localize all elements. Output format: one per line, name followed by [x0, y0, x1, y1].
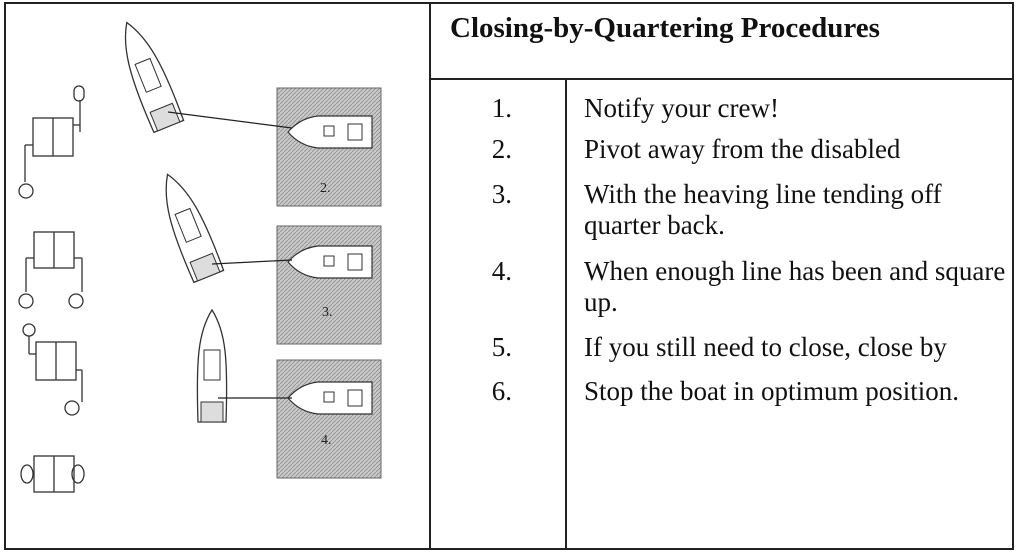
step-text: Stop the boat in optimum position. [584, 376, 960, 406]
engine-control-icon [19, 232, 83, 308]
tow-line [168, 112, 292, 128]
panel-label: 4. [321, 433, 332, 448]
boat-icon [197, 310, 226, 422]
boat-icon [152, 168, 224, 282]
boat-icon [111, 16, 184, 132]
engine-control-icon [23, 324, 82, 415]
engine-control-icon [19, 86, 84, 198]
disabled-boat-panel [277, 88, 381, 206]
panel-label: 3. [322, 305, 333, 320]
step-number: 1. [491, 93, 512, 123]
step-number: 4. [491, 256, 512, 286]
step-text: When enough line has been and square up. [584, 256, 1006, 317]
step-text: Pivot away from the disabled [584, 134, 901, 164]
table-divider-steps [565, 80, 567, 550]
page-title: Closing-by-Quartering Procedures [450, 12, 880, 44]
step-number: 2. [491, 134, 512, 164]
engine-control-icon [21, 456, 84, 492]
step-number: 5. [491, 332, 512, 362]
step-number: 6. [491, 376, 512, 406]
closing-by-quartering-diagram [0, 0, 432, 552]
step-number: 3. [491, 179, 512, 209]
disabled-boat-panel [277, 360, 381, 478]
table-header-rule [429, 78, 1014, 80]
step-text: If you still need to close, close by [584, 332, 947, 362]
disabled-boat-panel [277, 226, 381, 344]
step-text: Notify your crew! [584, 93, 779, 123]
step-text: With the heaving line tending off quarter back. [584, 179, 942, 240]
panel-label: 2. [320, 181, 331, 196]
